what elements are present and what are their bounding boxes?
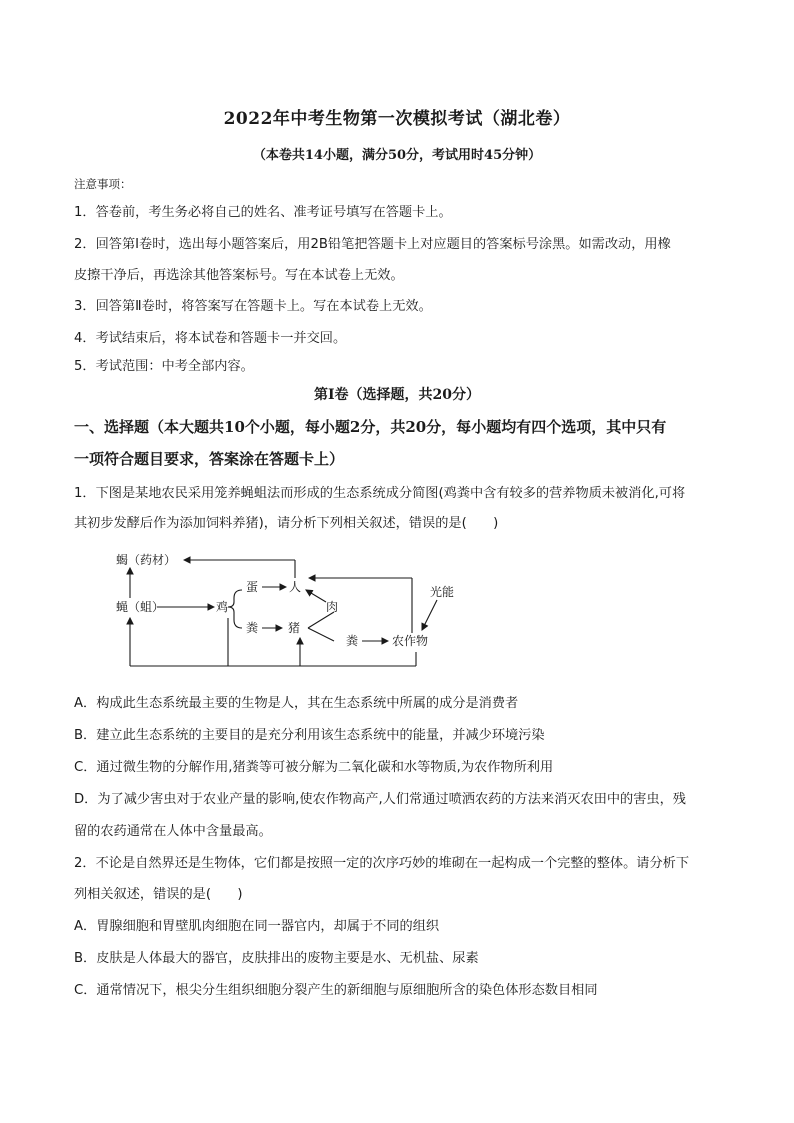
section-instruction: 一项符合题目要求，答案涂在答题卡上）	[74, 450, 345, 468]
question-1-option-d: D．为了减少害虫对于农业产量的影响,使农作物高产,人们常通过喷洒农药的方法来消灭农田中的害虫，残	[74, 792, 686, 807]
page-title: 2022年中考生物第一次模拟考试（湖北卷）	[223, 109, 571, 129]
diagram-label-xie: 蝎（药材）	[116, 553, 177, 567]
question-2-option-b: B．皮肤是人体最大的器官，皮肤排出的废物主要是水、无机盐、尿素	[74, 951, 479, 966]
diagram-label-ji: 鸡	[216, 600, 229, 614]
question-2-option-a: A．胃腺细胞和胃壁肌肉细胞在同一器官内，却属于不同的组织	[74, 919, 440, 934]
diagram-label-fen: 粪	[246, 621, 259, 635]
question-1-stem: 其初步发酵后作为添加饲料养猪)，请分析下列相关叙述，错误的是( )	[74, 516, 499, 531]
question-1-option-b: B．建立此生态系统的主要目的是充分利用该生态系统中的能量，并减少环境污染	[74, 728, 545, 743]
question-1-stem: 1．下图是某地农民采用笼养蝇蛆法而形成的生态系统成分简图(鸡粪中含有较多的营养物质未被消化,可将	[74, 486, 686, 501]
question-1-option-d-cont: 留的农药通常在人体中含量最高。	[74, 824, 272, 839]
note-item: 皮擦干净后，再选涂其他答案标号。写在本试卷上无效。	[74, 268, 404, 283]
question-2-stem: 2．不论是自然界还是生物体，它们都是按照一定的次序巧妙的堆砌在一起构成一个完整的整体。请分析下	[74, 856, 690, 871]
diagram-label-nongzuowu: 农作物	[392, 634, 429, 648]
note-item: 1．答卷前，考生务必将自己的姓名、准考证号填写在答题卡上。	[74, 205, 452, 220]
section-instruction: 一、选择题（本大题共10个小题，每小题2分，共20分，每小题均有四个选项，其中只有	[74, 418, 667, 436]
exam-info-subtitle: （本卷共14小题，满分50分，考试用时45分钟）	[252, 148, 542, 163]
notes-heading: 注意事项：	[74, 177, 132, 191]
note-item: 4．考试结束后，将本试卷和答题卡一并交回。	[74, 331, 347, 346]
section-title: 第Ⅰ卷（选择题，共20分）	[313, 387, 481, 403]
diagram-label-fen: 粪	[346, 634, 359, 648]
diagram-label-zhu: 猪	[288, 621, 301, 635]
note-item: 2．回答第Ⅰ卷时，选出每小题答案后，用2B铅笔把答题卡上对应题目的答案标号涂黑。如需改动，用橡	[74, 237, 671, 252]
question-2-stem: 列相关叙述，错误的是( )	[74, 887, 243, 902]
ecosystem-diagram	[112, 548, 472, 674]
diagram-label-guangneng: 光能	[430, 585, 455, 599]
note-item: 5．考试范围：中考全部内容。	[74, 359, 254, 374]
diagram-label-dan: 蛋	[246, 580, 259, 594]
question-2-option-c: C．通常情况下，根尖分生组织细胞分裂产生的新细胞与原细胞所含的染色体形态数目相同	[74, 983, 598, 998]
diagram-label-rou: 肉	[326, 600, 339, 614]
note-item: 3．回答第Ⅱ卷时，将答案写在答题卡上。写在本试卷上无效。	[74, 299, 432, 314]
diagram-label-ren: 人	[289, 580, 302, 594]
diagram-label-ying: 蝇（蛆）	[116, 600, 165, 614]
question-1-option-c: C．通过微生物的分解作用,猪粪等可被分解为二氧化碳和水等物质,为农作物所利用	[74, 760, 554, 775]
question-1-option-a: A．构成此生态系统最主要的生物是人，其在生态系统中所属的成分是消费者	[74, 696, 519, 711]
